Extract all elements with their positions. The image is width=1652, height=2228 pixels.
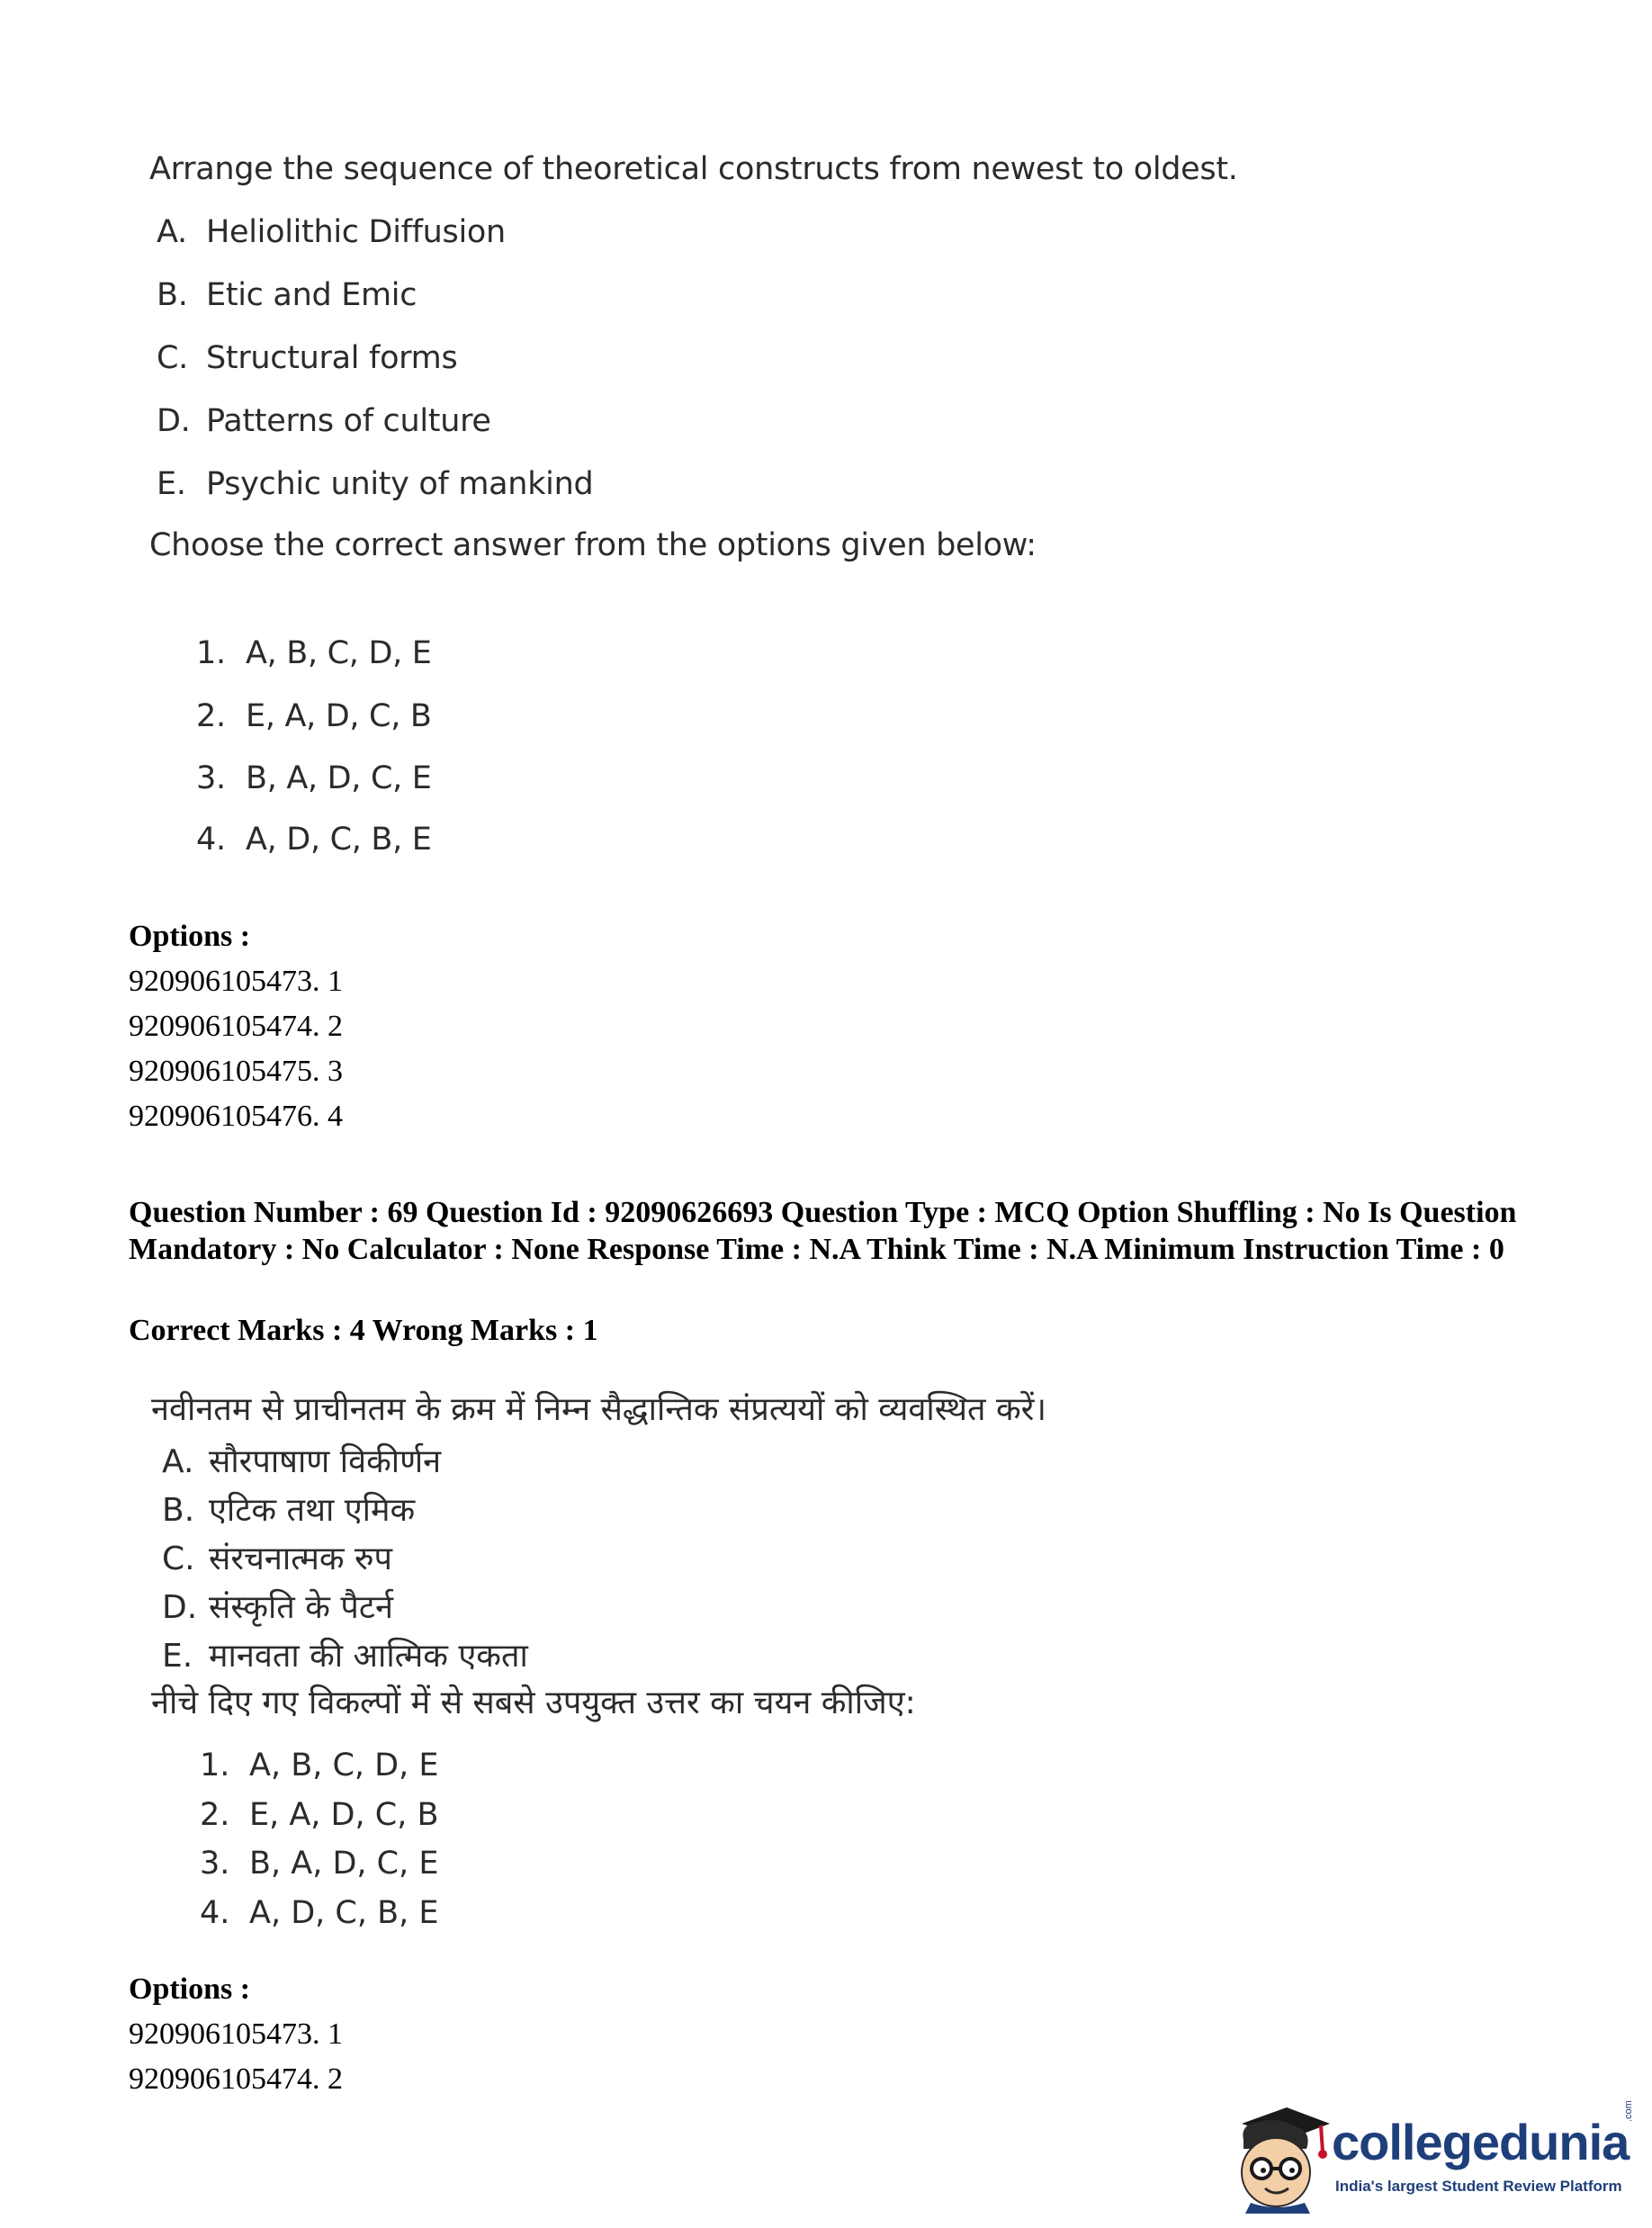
item-letter: A. (157, 214, 187, 250)
answer-choice-4-en (196, 822, 432, 858)
answer-choice-3-en (196, 760, 432, 796)
item-letter: D. (162, 1589, 198, 1626)
item-d-en (157, 403, 491, 439)
item-text: सौरपाषाण विकीर्णन (209, 1443, 442, 1480)
logo-domain-suffix: .com (1623, 2100, 1634, 2122)
option-id-line: 920906105475. 3 (129, 1055, 343, 1088)
logo-wordmark: collegedunia (1332, 2114, 1630, 2170)
item-text: Patterns of culture (206, 403, 491, 439)
marks-line: Correct Marks : 4 Wrong Marks : 1 (129, 1314, 598, 1347)
answer-number: 2. (196, 698, 226, 734)
answer-number: 3. (196, 760, 226, 796)
answer-choice-1-en (196, 635, 432, 671)
option-id-line: 920906105473. 1 (129, 2017, 343, 2051)
item-text: Psychic unity of mankind (206, 466, 594, 502)
answer-text: A, D, C, B, E (249, 1895, 439, 1931)
item-letter: B. (162, 1492, 195, 1529)
answer-choice-2-en (196, 698, 432, 734)
item-c-hi (162, 1535, 392, 1579)
item-letter: D. (157, 403, 191, 439)
question-stem-hi: नवीनतम से प्राचीनतम के क्रम में निम्न सैद्धान्तिक संप्रत्ययों को व्यवस्थित करें। (151, 1391, 1047, 1428)
answer-number: 4. (200, 1895, 230, 1931)
option-id-line: 920906105473. 1 (129, 965, 343, 998)
options-heading: Options : (129, 1972, 251, 2006)
item-text: Heliolithic Diffusion (206, 214, 506, 250)
item-text: Structural forms (206, 340, 458, 376)
item-letter: C. (162, 1541, 195, 1577)
item-letter: C. (157, 340, 188, 376)
item-letter: E. (157, 466, 186, 502)
answer-number: 2. (200, 1797, 230, 1833)
item-text: संरचनात्मक रुप (209, 1541, 392, 1577)
item-letter: B. (157, 277, 188, 313)
answer-text: B, A, D, C, E (249, 1846, 439, 1882)
option-id-line: 920906105474. 2 (129, 1010, 343, 1043)
answer-number: 3. (200, 1846, 230, 1882)
item-e-en (157, 466, 593, 502)
item-d-hi (162, 1584, 393, 1628)
item-e-hi (162, 1632, 528, 1676)
option-id-line: 920906105474. 2 (129, 2062, 343, 2096)
answer-text: A, B, C, D, E (249, 1747, 439, 1783)
item-b-en (157, 277, 417, 313)
item-text: एटिक तथा एमिक (209, 1492, 416, 1529)
answer-text: E, A, D, C, B (249, 1797, 439, 1833)
mascot-icon (1224, 2097, 1332, 2214)
answer-number: 4. (196, 822, 226, 858)
collegedunia-logo[interactable] (1224, 2097, 1638, 2214)
choose-instruction-hi: नीचे दिए गए विकल्पों में से सबसे उपयुक्त उत्तर का चयन कीजिए: (151, 1684, 916, 1721)
item-text: संस्कृति के पैटर्न (209, 1589, 393, 1626)
question-metadata: Question Number : 69 Question Id : 92090626693 Question Type : MCQ Option Shuffling : No Is Question Mandatory : No Calculator : None Response Time : N.A Think Time : N.A Minimum Instruction Time : 0 (129, 1196, 1517, 1266)
item-c-en (157, 340, 457, 376)
answer-number: 1. (196, 635, 226, 671)
item-text: मानवता की आत्मिक एकता (209, 1638, 528, 1675)
answer-text: E, A, D, C, B (246, 698, 432, 734)
logo-tagline: India's largest Student Review Platform (1335, 2178, 1622, 2195)
answer-text: B, A, D, C, E (246, 760, 432, 796)
answer-choice-2-hi (200, 1797, 438, 1833)
question-stem-en: Arrange the sequence of theoretical constructs from newest to oldest. (149, 151, 1238, 187)
options-heading: Options : (129, 920, 251, 953)
item-text: Etic and Emic (206, 277, 417, 313)
item-a-en (157, 214, 506, 250)
answer-choice-1-hi (200, 1747, 438, 1783)
answer-text: A, B, C, D, E (246, 635, 432, 671)
item-letter: A. (162, 1443, 194, 1480)
item-b-hi (162, 1487, 415, 1531)
answer-choice-3-hi (200, 1846, 438, 1882)
answer-number: 1. (200, 1747, 230, 1783)
item-letter: E. (162, 1638, 193, 1675)
option-id-line: 920906105476. 4 (129, 1100, 343, 1133)
answer-text: A, D, C, B, E (246, 822, 432, 858)
answer-choice-4-hi (200, 1895, 438, 1931)
choose-instruction-en: Choose the correct answer from the options given below: (149, 527, 1037, 563)
item-a-hi (162, 1438, 441, 1482)
